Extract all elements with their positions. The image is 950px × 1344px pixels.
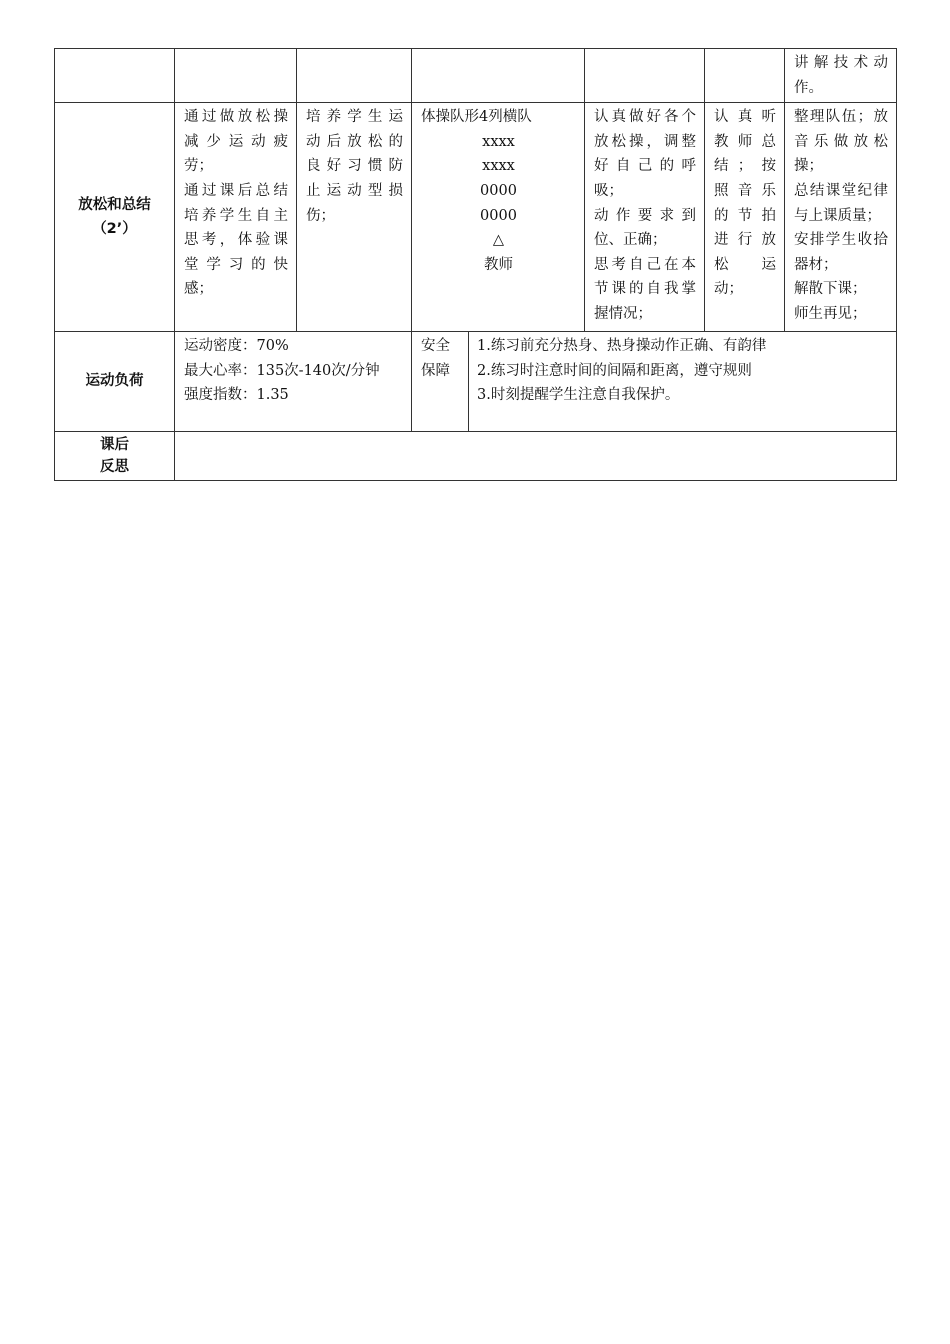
reflection-content-cell[interactable] <box>175 432 897 481</box>
text-line: 音乐做放松 <box>794 133 888 150</box>
text-line: 讲解技术动 <box>794 55 888 71</box>
text-line: 整理队伍；放 <box>794 109 888 126</box>
text-line: 松 运 <box>714 256 776 273</box>
safety-label: 安全 <box>421 338 450 355</box>
formation-row: xxxx <box>482 158 515 175</box>
text-line: 止运动型损 <box>306 182 403 199</box>
table-row-continuation <box>55 49 897 103</box>
safety-item: 2.练习时注意时间的间隔和距离，遵守规则 <box>477 362 752 379</box>
cell-empty <box>705 49 785 103</box>
cell-empty <box>585 49 705 103</box>
text-line: 认真听 <box>714 109 776 126</box>
text-line: 劳； <box>184 158 213 175</box>
load-metrics-cell <box>175 332 412 432</box>
goals-cell <box>297 103 412 332</box>
text-line: 动； <box>714 281 743 298</box>
text-line: 好自己的呼 <box>594 158 696 175</box>
text-line: 的节拍 <box>714 207 776 224</box>
section-time: （2’） <box>92 221 137 238</box>
text-line: 教师总 <box>714 133 776 150</box>
reflection-label: 课后 <box>100 437 129 454</box>
text-line: 减少运动疲 <box>184 133 288 150</box>
text-line: 进行放 <box>714 232 776 249</box>
text-line: 安排学生收拾 <box>794 232 888 249</box>
density-text: 运动密度：70% <box>184 338 289 355</box>
safety-item: 3.时刻提醒学生注意自我保护。 <box>477 387 680 404</box>
text-line: 堂学习的快 <box>184 256 288 273</box>
cell-empty <box>175 49 297 103</box>
text-line: 作。 <box>794 79 823 96</box>
text-line: 培养学生运 <box>306 109 403 126</box>
teacher-activity-cell <box>785 103 897 332</box>
cell-empty <box>55 49 175 103</box>
heart-rate-text: 最大心率：135次-140次/分钟 <box>184 362 380 379</box>
table-row-exercise-load <box>55 332 897 432</box>
intensity-text: 强度指数：1.35 <box>184 387 289 404</box>
text-line: 操； <box>794 158 823 175</box>
table-row-reflection <box>55 432 897 481</box>
teacher-activity-cell <box>785 49 897 103</box>
formation-row: 0000 <box>480 182 517 199</box>
safety-measures-cell <box>469 332 897 432</box>
text-line: 照音乐 <box>714 182 776 199</box>
teacher-triangle-icon: △ <box>492 232 505 249</box>
text-line: 伤； <box>306 207 335 224</box>
text-line: 通过课后总结 <box>184 182 288 199</box>
formation-teacher-label: 教师 <box>484 256 513 273</box>
reflection-label: 反思 <box>100 459 129 476</box>
lesson-plan-table <box>54 48 897 481</box>
text-line: 器材； <box>794 256 838 273</box>
text-line: 师生再见； <box>794 305 867 322</box>
formation-row: 0000 <box>480 207 517 224</box>
text-line: 思考，体验课 <box>184 232 288 249</box>
safety-label-cell <box>412 332 469 432</box>
section-label <box>55 103 175 332</box>
text-line: 吸； <box>594 182 623 199</box>
text-line: 总结课堂纪律 <box>794 182 888 199</box>
text-line: 握情况； <box>594 305 652 322</box>
text-line: 思考自己在本 <box>594 256 696 273</box>
formation-row: xxxx <box>482 133 515 150</box>
text-line: 动后放松的 <box>306 133 403 150</box>
text-line: 与上课质量； <box>794 207 881 224</box>
cell-empty <box>412 49 585 103</box>
safety-label: 保障 <box>421 362 450 379</box>
text-line: 感； <box>184 281 213 298</box>
section-label <box>55 432 175 481</box>
text-line: 认真做好各个 <box>594 109 696 126</box>
student-activity-cell <box>585 103 705 332</box>
text-line: 动作要求到 <box>594 207 696 224</box>
section-title: 放松和总结 <box>78 196 151 213</box>
formation-cell <box>412 103 585 332</box>
method-cell <box>705 103 785 332</box>
text-line: 放松操，调整 <box>594 133 696 150</box>
formation-title: 体操队形4列横队 <box>421 109 532 126</box>
text-line: 节课的自我掌 <box>594 281 696 298</box>
safety-item: 1.练习前充分热身、热身操动作正确、有韵律 <box>477 338 767 355</box>
objectives-cell <box>175 103 297 332</box>
text-line: 位、正确； <box>594 232 667 249</box>
text-line: 培养学生自主 <box>184 207 288 224</box>
text-line: 良好习惯防 <box>306 158 403 175</box>
text-line: 通过做放松操 <box>184 109 288 126</box>
table-row-relax-summary <box>55 103 897 332</box>
cell-empty <box>297 49 412 103</box>
section-label: 运动负荷 <box>55 332 175 432</box>
text-line: 解散下课； <box>794 281 867 298</box>
text-line: 结；按 <box>714 158 776 175</box>
